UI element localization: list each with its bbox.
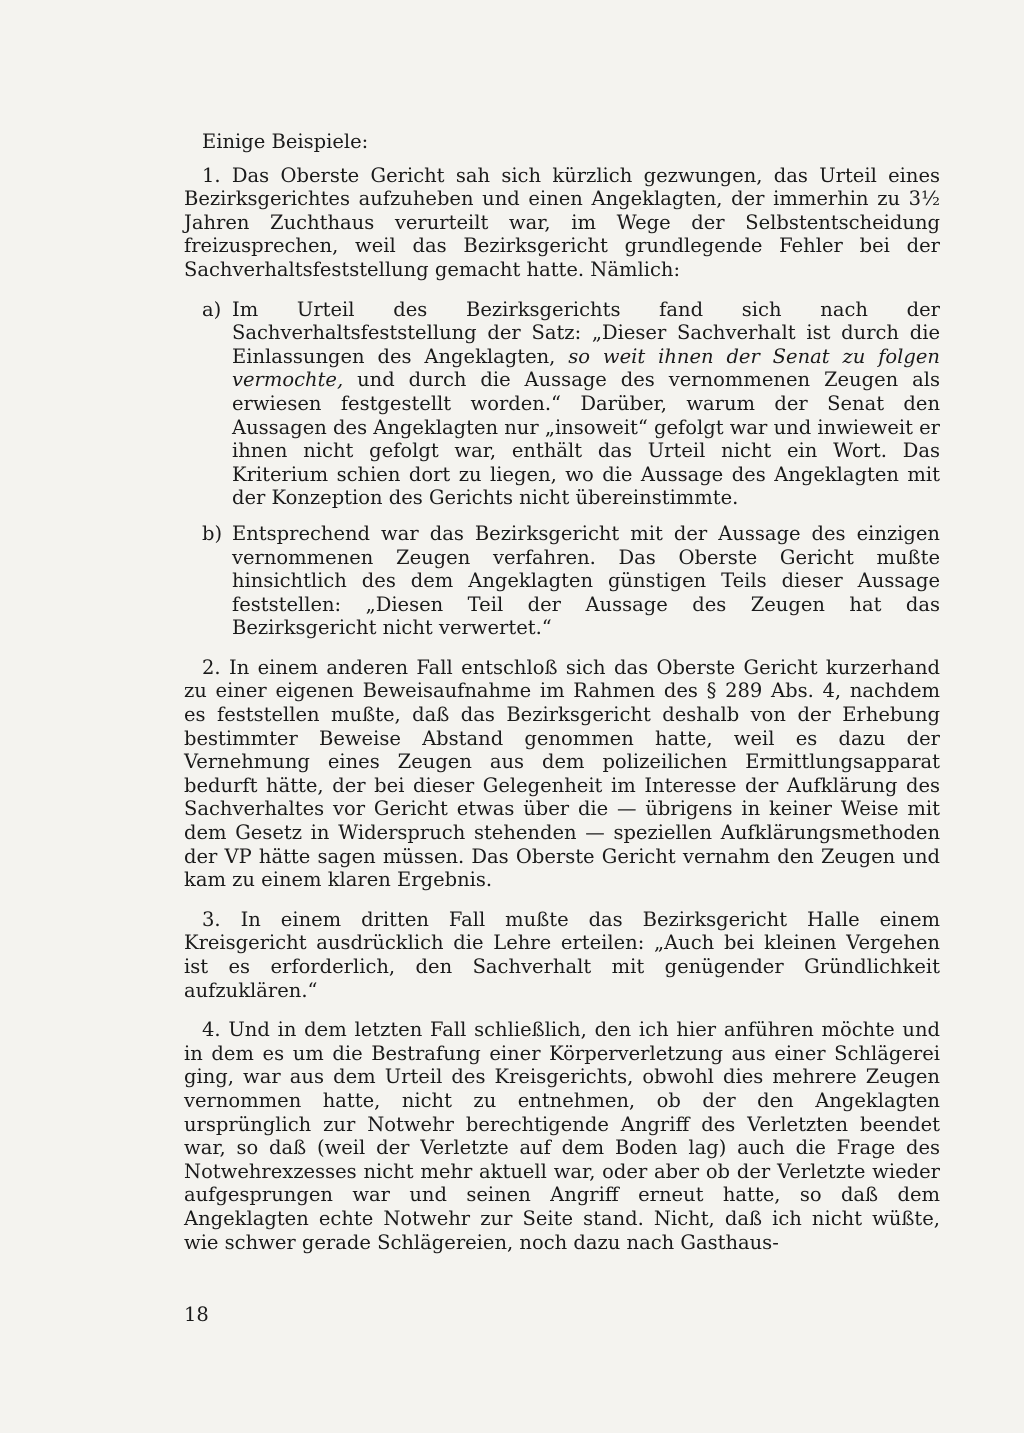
paragraph-example-3: 3. In einem dritten Fall mußte das Bezirksgericht Halle einem Kreisgericht ausdrücklich die Lehre erteilen: „Auch bei kleinen Vergehen ist es erforderlich, den Sachverhalt mit genügender Gründlichkeit aufzuklären.“	[184, 907, 940, 1002]
list-item-b	[202, 522, 940, 640]
paragraph-example-4: 4. Und in dem letzten Fall schließlich, den ich hier anführen möchte und in dem es um die Bestrafung einer Körperverletzung aus einer Schlägerei ging, war aus dem Urteil des Kreisgerichts, obwohl dies mehrere Zeugen vernommen hatte, nicht zu entnehmen, ob der den Angeklagten ursprünglich zur Notwehr berechtigende Angriff des Verletzten beendet war, so daß (weil der Verletzte auf dem Boden lag) auch die Frage des Notwehrexzesses nicht mehr aktuell war, oder aber ob der Verletzte wieder aufgesprungen war und seinen Angriff erneut hatte, so daß dem Angeklagten echte Notwehr zur Seite stand. Nicht, daß ich nicht wüßte, wie schwer gerade Schlägereien, noch dazu nach Gasthaus-	[184, 1018, 940, 1254]
page-body	[184, 130, 940, 1270]
paragraph-example-2: 2. In einem anderen Fall entschloß sich das Oberste Gericht kurzerhand zu einer eigenen Beweisaufnahme im Rahmen des § 289 Abs. 4, nachdem es feststellen mußte, daß das Bezirksgericht deshalb von der Erhebung bestimmter Beweise Abstand genommen hatte, weil es dazu der Vernehmung eines Zeugen aus dem polizeilichen Ermittlungsapparat bedurft hätte, der bei dieser Gelegenheit im Interesse der Aufklärung des Sachverhaltes vor Gericht etwas über die — übrigens in keiner Weise mit dem Gesetz in Widerspruch stehenden — speziellen Aufklärungsmethoden der VP hätte sagen müssen. Das Oberste Gericht vernahm den Zeugen und kam zu einem klaren Ergebnis.	[184, 655, 940, 892]
list-item-b-text: Entsprechend war das Bezirksgericht mit der Aussage des einzigen vernommenen Zeugen verfahren. Das Oberste Gericht mußte hinsichtlich des dem Angeklagten günstigen Teils dieser Aussage feststellen: „Diesen Teil der Aussage des Zeugen hat das Bezirksgericht nicht verwertet.“	[232, 521, 940, 640]
list-item-a-text-end: und durch die Aussage des vernommenen Zeugen als erwiesen festgestellt worden.“ Darüber, warum der Senat den Aussagen des Angeklagten nur „insoweit“ gefolgt war und inwieweit er ihnen nicht gefolgt war, enthält das Urteil nicht ein Wort. Das Kriterium schien dort zu liegen, wo die Aussage des Angeklagten mit der Konzeption des Gerichts nicht übereinstimmte.	[232, 368, 940, 510]
list-item-a-text-start: Im Urteil des Bezirksgerichts fand sich nach der Sachverhaltsfeststellung der Satz: „Dieser Sachverhalt ist durch die Einlassungen des Angeklagten,	[232, 297, 940, 368]
list-item-a	[202, 298, 940, 510]
page-number: 18	[184, 1303, 209, 1326]
paragraph-example-1: 1. Das Oberste Gericht sah sich kürzlich gezwungen, das Urteil eines Bezirksgerichtes aufzuheben und einen Angeklagten, der immerhin zu 3½ Jahren Zuchthaus verurteilt war, im Wege der Selbstentscheidung freizusprechen, weil das Bezirksgericht grundlegende Fehler bei der Sachverhaltsfeststellung gemacht hatte. Nämlich:	[184, 163, 940, 281]
section-heading: Einige Beispiele:	[202, 130, 369, 153]
list-item-b-label: b)	[202, 521, 223, 545]
list-item-a-label: a)	[202, 297, 222, 321]
list-item-a-text	[232, 298, 940, 510]
list-item-a-italic-quote: so weit ihnen der Senat zu folgen vermochte,	[232, 344, 940, 392]
